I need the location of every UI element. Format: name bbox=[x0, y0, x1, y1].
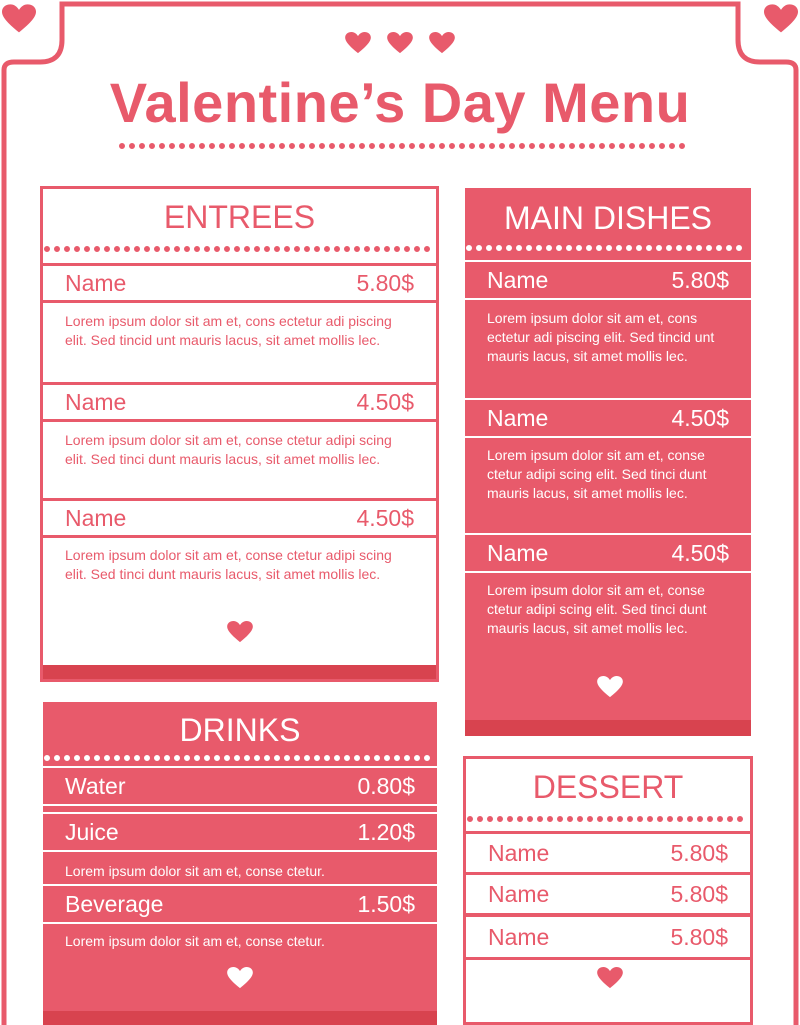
item-name: Name bbox=[487, 539, 549, 566]
item-name: Name bbox=[487, 266, 549, 293]
dotted-divider bbox=[118, 142, 690, 150]
item-price: 5.80$ bbox=[670, 839, 728, 866]
menu-item-row bbox=[466, 872, 750, 916]
item-description: Lorem ipsum dolor sit am et, cons ectetur adi piscing elit. Sed tincid unt mauris lacus, sit amet mollis lec. bbox=[65, 313, 392, 348]
item-name: Name bbox=[488, 923, 550, 950]
menu-item-row bbox=[465, 260, 751, 300]
heart-icon bbox=[226, 621, 254, 643]
item-price: 5.80$ bbox=[356, 269, 414, 296]
item-name: Name bbox=[65, 504, 127, 531]
heart-icon bbox=[428, 32, 456, 54]
menu-item-row bbox=[43, 766, 437, 806]
item-price: 1.20$ bbox=[357, 818, 415, 845]
dotted-divider bbox=[43, 245, 436, 253]
main-dishes-panel bbox=[465, 188, 751, 736]
dessert-panel bbox=[463, 756, 753, 1025]
item-description: Lorem ipsum dolor sit am et, conse ctetur. bbox=[65, 863, 325, 879]
item-name: Name bbox=[488, 880, 550, 907]
item-name: Name bbox=[65, 388, 127, 415]
item-price: 4.50$ bbox=[356, 388, 414, 415]
menu-item-row bbox=[43, 498, 436, 538]
item-price: 0.80$ bbox=[357, 772, 415, 799]
dotted-divider bbox=[43, 754, 437, 762]
menu-item-row bbox=[466, 831, 750, 875]
menu-item-row bbox=[466, 914, 750, 960]
item-name: Name bbox=[487, 404, 549, 431]
item-name: Beverage bbox=[65, 890, 164, 917]
drinks-heading: DRINKS bbox=[179, 712, 301, 748]
item-description: Lorem ipsum dolor sit am et, conse ctetur adipi scing elit. Sed tinci dunt mauris lacus, sit amet mollis lec. bbox=[487, 582, 707, 636]
panel-footer-bar bbox=[465, 720, 751, 736]
panel-footer-bar bbox=[43, 665, 436, 679]
item-price: 5.80$ bbox=[670, 923, 728, 950]
item-description: Lorem ipsum dolor sit am et, conse ctetur adipi scing elit. Sed tinci dunt mauris lacus, sit amet mollis lec. bbox=[65, 547, 392, 582]
item-price: 4.50$ bbox=[671, 404, 729, 431]
drinks-panel bbox=[43, 702, 437, 1025]
menu-item-row bbox=[465, 398, 751, 438]
item-name: Name bbox=[65, 269, 127, 296]
heart-icon bbox=[386, 32, 414, 54]
item-name: Water bbox=[65, 772, 126, 799]
item-price: 1.50$ bbox=[357, 890, 415, 917]
item-price: 5.80$ bbox=[671, 266, 729, 293]
heart-icon bbox=[596, 967, 624, 989]
heart-icon bbox=[344, 32, 372, 54]
heart-icon bbox=[2, 4, 36, 34]
top-heart-row bbox=[344, 32, 456, 54]
menu-item-row bbox=[43, 263, 436, 303]
item-description: Lorem ipsum dolor sit am et, cons ectetur adi piscing elit. Sed tincid unt mauris lacus, sit amet mollis lec. bbox=[487, 310, 715, 364]
item-description: Lorem ipsum dolor sit am et, conse ctetur. bbox=[65, 933, 325, 949]
menu-title: Valentine’s Day Menu bbox=[109, 71, 691, 134]
entrees-heading: ENTREES bbox=[163, 199, 316, 235]
heart-icon bbox=[596, 676, 624, 698]
item-price: 5.80$ bbox=[670, 880, 728, 907]
heart-icon bbox=[764, 4, 798, 34]
menu-item-row bbox=[43, 382, 436, 422]
panel-footer-bar bbox=[43, 1011, 437, 1025]
item-description: Lorem ipsum dolor sit am et, conse ctetur adipi scing elit. Sed tinci dunt mauris lacus, sit amet mollis lec. bbox=[65, 432, 392, 467]
menu-item-row bbox=[465, 533, 751, 573]
item-description: Lorem ipsum dolor sit am et, conse ctetur adipi scing elit. Sed tinci dunt mauris lacus, sit amet mollis lec. bbox=[487, 447, 707, 501]
item-name: Juice bbox=[65, 818, 119, 845]
menu-item-row bbox=[43, 884, 437, 924]
item-price: 4.50$ bbox=[356, 504, 414, 531]
dessert-heading: DESSERT bbox=[532, 769, 684, 805]
dotted-divider bbox=[465, 244, 751, 252]
item-price: 4.50$ bbox=[671, 539, 729, 566]
entrees-panel bbox=[40, 186, 439, 682]
menu-item-row bbox=[43, 812, 437, 852]
main-dishes-heading: MAIN DISHES bbox=[503, 200, 713, 236]
heart-icon bbox=[226, 967, 254, 989]
dotted-divider bbox=[466, 815, 750, 823]
item-name: Name bbox=[488, 839, 550, 866]
